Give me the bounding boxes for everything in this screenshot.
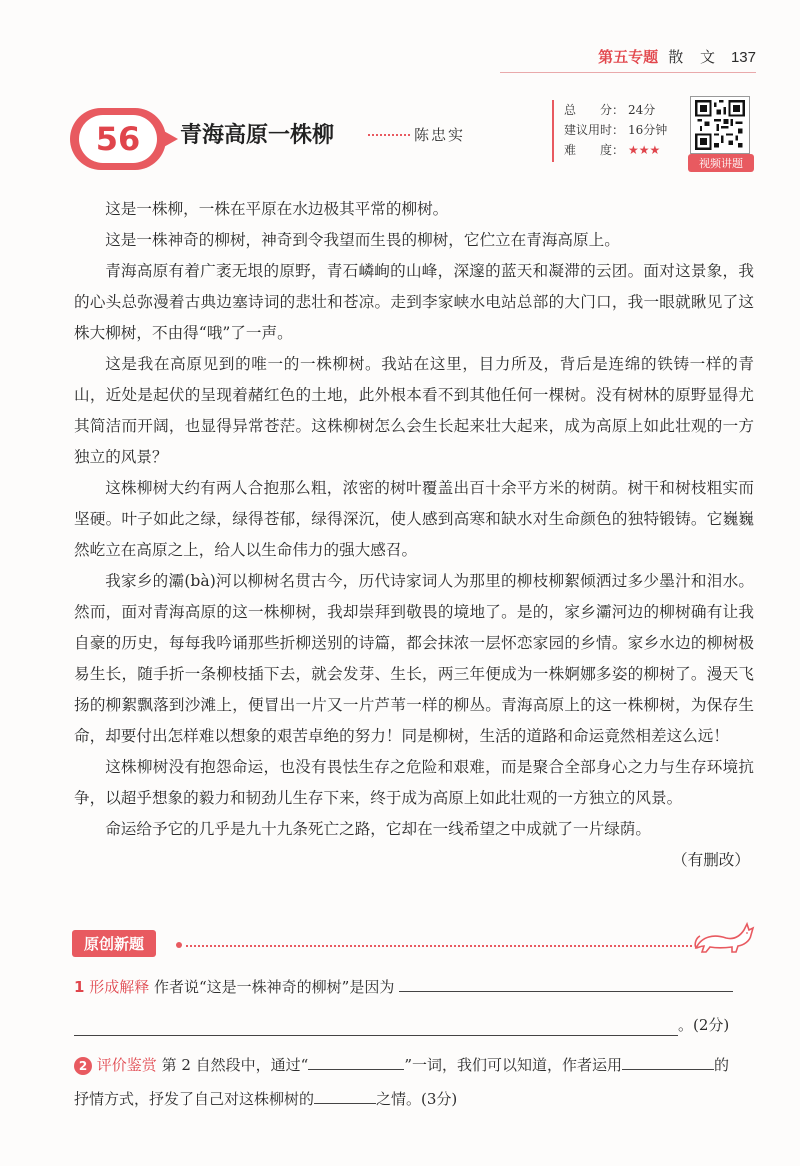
article-paragraph: 这是一株神奇的柳树，神奇到令我望而生畏的柳树，它伫立在青海高原上。 [105, 231, 620, 249]
info-total-row [564, 100, 684, 120]
question-1-line-2 [74, 1014, 754, 1036]
q2-blank-word[interactable] [308, 1054, 404, 1070]
q1-answer-blank-1[interactable] [399, 976, 733, 992]
category-label: 散 文 [668, 48, 721, 66]
q1-score: 。(2分) [678, 1016, 730, 1034]
section-dotted-line [186, 945, 692, 947]
article-body [74, 194, 754, 876]
q2-blank-emotion[interactable] [314, 1088, 376, 1104]
info-box [552, 100, 684, 162]
difficulty-stars: ★★★ [628, 143, 661, 157]
info-total-value: 24分 [628, 103, 656, 117]
q1-tag: 形成解释 [89, 978, 150, 996]
article-paragraph: 这株柳树没有抱怨命运，也没有畏怯生存之危险和艰难，而是聚合全部身心之力与生存环境抗争，以超乎想象的毅力和韧劲儿生存下来，终于成为高原上如此壮观的一方独立的风景。 [74, 758, 754, 807]
q1-text: 作者说“这是一株神奇的柳树”是因为 [154, 978, 395, 996]
cat-icon [692, 918, 756, 958]
page-header [598, 46, 756, 67]
q2-number: 2 [74, 1057, 92, 1075]
lesson-author: 陈忠实 [414, 126, 466, 144]
header-divider [500, 72, 756, 73]
title-dotted-line [368, 134, 410, 136]
page-number: 137 [730, 49, 756, 66]
info-time-value: 16分钟 [628, 123, 668, 137]
q1-number: 1 [74, 978, 85, 996]
question-1 [74, 976, 754, 998]
info-difficulty-row [564, 140, 684, 160]
q2-text-c: 的 [714, 1056, 730, 1074]
article-paragraph: 命运给予它的几乎是九十九条死亡之路，它却在一线希望之中成就了一片绿荫。 [105, 820, 651, 838]
info-difficulty-label: 难 度： [564, 143, 625, 157]
info-time-label: 建议用时： [564, 123, 625, 137]
question-2 [74, 1048, 754, 1116]
section-dot [176, 942, 182, 948]
article-paragraph: 青海高原有着广袤无垠的原野，青石嶙峋的山峰，深邃的蓝天和凝滞的云团。面对这景象，我的心头总弥漫着古典边塞诗词的悲壮和苍凉。走到李家峡水电站总部的大门口，我一眼就瞅见了这株大柳树，不由得“哦”了一声。 [74, 262, 754, 342]
q2-tag: 评价鉴赏 [96, 1056, 157, 1074]
q2-text-e: 之情。(3分) [376, 1090, 458, 1108]
q2-text-b: ”一词，我们可以知道，作者运用 [404, 1056, 622, 1074]
topic-label: 第五专题 [598, 48, 659, 66]
lesson-number: 56 [79, 115, 157, 163]
article-paragraph: 我家乡的灞(bà)河以柳树名贯古今，历代诗家词人为那里的柳枝柳絮倾洒过多少墨汁和泪水。然而，面对青海高原的这一株柳树，我却崇拜到敬畏的境地了。是的，家乡灞河边的柳树确有让我自豪的历史，每每我吟诵那些折柳送别的诗篇，都会抹浓一层怀恋家园的乡情。家乡水边的柳树极易生长，随手折一条柳枝插下去，就会发芽、生长，两三年便成为一株婀娜多姿的柳树了。漫天飞扬的柳絮飘落到沙滩上，便冒出一片又一片芦苇一样的柳丛。青海高原上的这一株柳树，为保存生命，却要付出怎样难以想象的艰苦卓绝的努力！同是柳树，生活的道路和命运竟然相差这么远！ [74, 572, 754, 745]
qr-code-icon[interactable] [690, 96, 750, 154]
info-time-row [564, 120, 684, 140]
article-paragraph: 这是我在高原见到的唯一的一株柳树。我站在这里，目力所及，背后是连绵的铁铸一样的青山，近处是起伏的呈现着赭红色的土地，此外根本看不到其他任何一棵树。没有树林的原野显得尤其简洁而开阔，也显得异常苍茫。这株柳树怎么会生长起来壮大起来，成为高原上如此壮观的一方独立的风景？ [74, 355, 754, 466]
qr-video-label[interactable]: 视频讲题 [688, 154, 754, 172]
q2-text-d: 抒情方式，抒发了自己对这株柳树的 [74, 1090, 315, 1108]
q2-blank-method[interactable] [622, 1054, 714, 1070]
edit-note: （有删改） [672, 851, 750, 869]
section-banner: 原创新题 [72, 930, 156, 957]
q2-text-a: 第 2 自然段中，通过“ [161, 1056, 309, 1074]
lesson-title: 青海高原一株柳 [180, 123, 335, 148]
lesson-number-badge [70, 108, 166, 170]
article-paragraph: 这株柳树大约有两人合抱那么粗，浓密的树叶覆盖出百十余平方米的树荫。树干和树枝粗实而坚硬。叶子如此之绿，绿得苍郁，绿得深沉，使人感到高寒和缺水对生命颜色的独特锻铸。它巍巍然屹立在高原之上，给人以生命伟力的强大感召。 [74, 479, 754, 559]
article-paragraph: 这是一株柳，一株在平原在水边极其平常的柳树。 [105, 200, 449, 218]
q1-answer-blank-2[interactable] [74, 1020, 678, 1036]
info-total-label: 总 分： [564, 103, 625, 117]
